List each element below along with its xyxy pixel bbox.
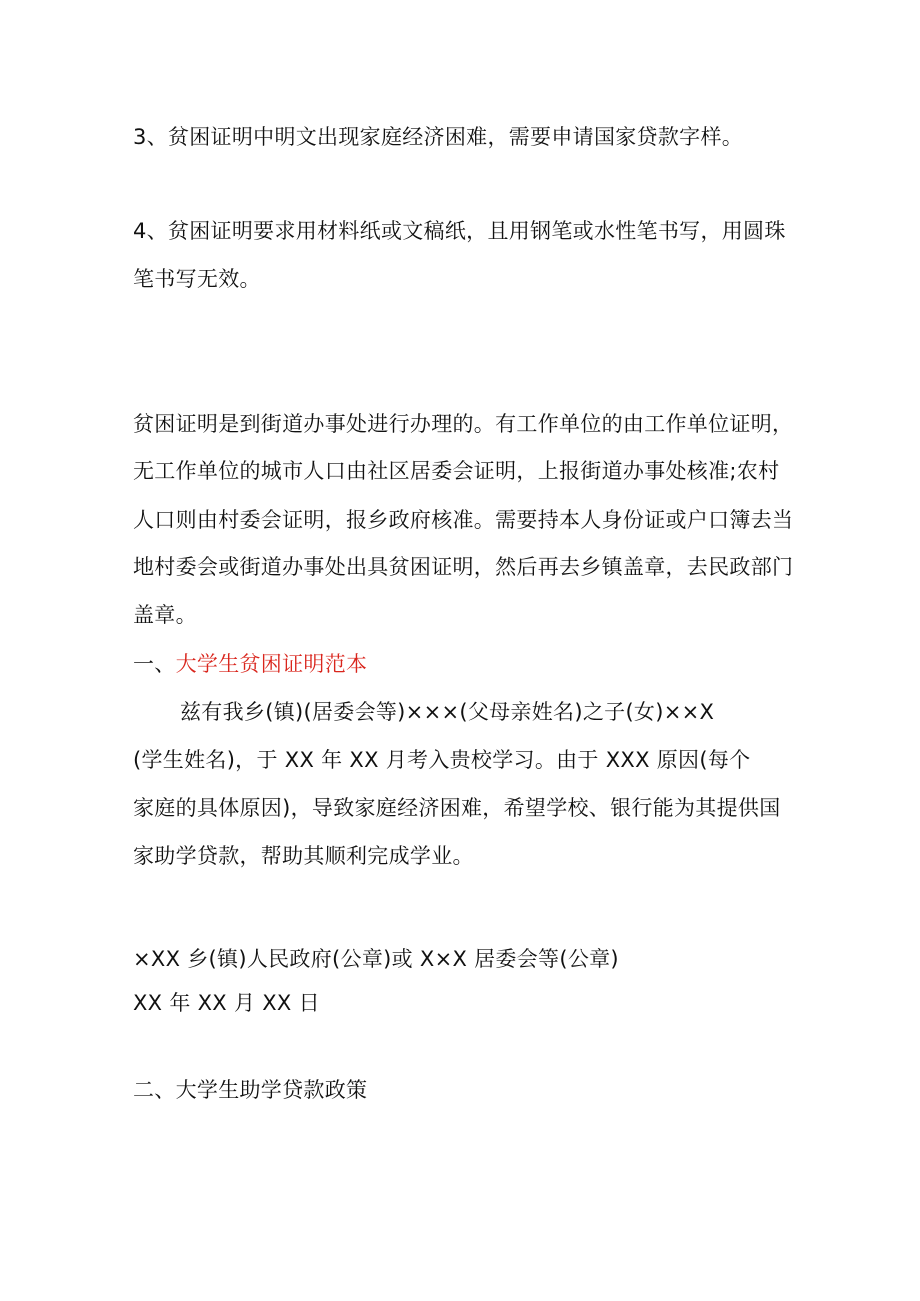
explanation-line-5: 盖章。 (133, 603, 197, 627)
sample-line-4: 家助学贷款，帮助其顺利完成学业。 (133, 844, 474, 868)
date-line: XX 年 XX 月 XX 日 (133, 991, 320, 1015)
sample-line-1: 兹有我乡(镇)(居委会等)×××(父母亲姓名)之子(女)××X (180, 700, 715, 724)
sample-line-2: (学生姓名)，于 XX 年 XX 月考入贵校学习。由于 XXX 原因(每个 (133, 748, 751, 772)
section-2-heading: 二、大学生助学贷款政策 (133, 1078, 368, 1102)
explanation-line-1: 贫困证明是到街道办事处进行办理的。有工作单位的由工作单位证明， (133, 412, 794, 436)
signature-line: ×XX 乡(镇)人民政府(公章)或 X×X 居委会等(公章) (133, 947, 619, 971)
explanation-line-3: 人口则由村委会证明，报乡政府核准。需要持本人身份证或户口簿去当 (133, 508, 794, 532)
explanation-line-2: 无工作单位的城市人口由社区居委会证明，上报街道办事处核准;农村 (133, 459, 780, 483)
rule-item-3: 3、贫困证明中明文出现家庭经济困难，需要申请国家贷款字样。 (133, 125, 744, 149)
explanation-line-4: 地村委会或街道办事处出具贫困证明，然后再去乡镇盖章，去民政部门 (133, 555, 794, 579)
rule-item-4-line-1: 4、贫困证明要求用材料纸或文稿纸，且用钢笔或水性笔书写，用圆珠 (133, 219, 786, 243)
section-1-heading (133, 649, 813, 679)
rule-item-4-line-2: 笔书写无效。 (133, 267, 261, 291)
section-1-title: 大学生贫困证明范本 (175, 652, 368, 676)
section-1-prefix: 一、 (133, 652, 176, 676)
sample-line-3: 家庭的具体原因)，导致家庭经济困难，希望学校、银行能为其提供国 (133, 796, 781, 820)
